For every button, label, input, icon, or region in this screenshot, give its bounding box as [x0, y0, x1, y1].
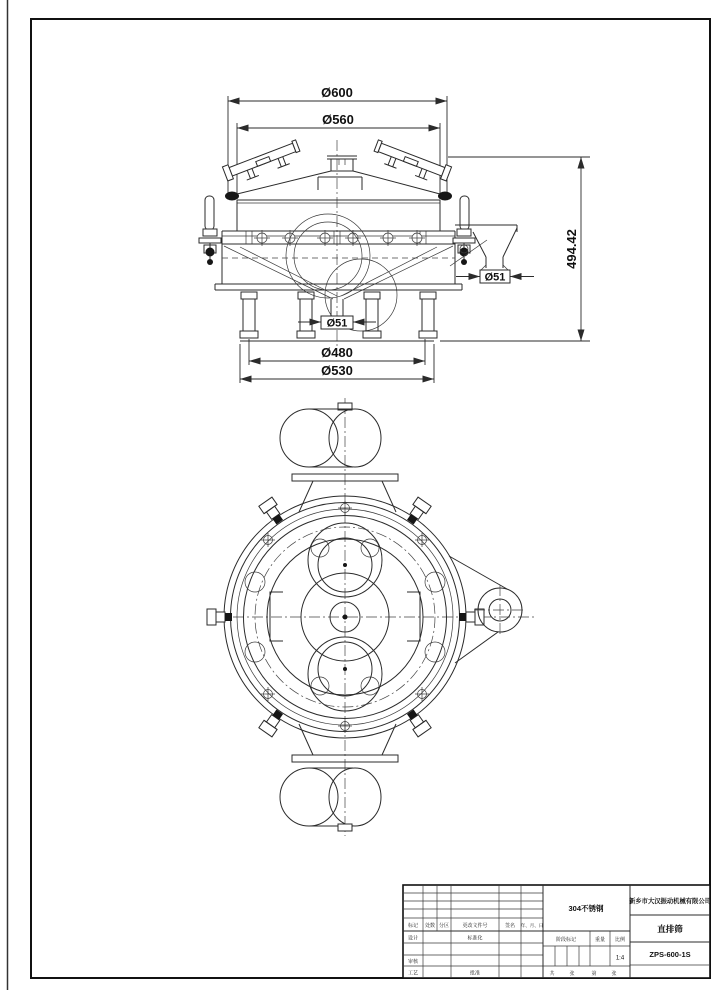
dim-top-outer: Ø600: [321, 85, 353, 100]
tb-label-check: 审核: [407, 959, 419, 965]
dim-top-inner: Ø560: [322, 112, 354, 127]
tb-label-sign: 签名: [504, 923, 516, 929]
tb-drawing-number: ZPS-600-1S: [649, 950, 691, 959]
left-toggle-clamp: [199, 196, 221, 265]
tb-label-mark: 标记: [407, 923, 419, 929]
tb-company: 新乡市大汉振动机械有限公司: [629, 898, 711, 905]
dim-bottom-outlet: Ø51: [326, 317, 348, 330]
left-inlet-spout: [222, 139, 302, 187]
tb-label-places: 处数: [424, 923, 436, 929]
tb-label-sheet-total: 共: [549, 971, 555, 977]
page-frame: [8, 0, 711, 990]
tb-material: 304不锈钢: [568, 904, 604, 913]
tb-label-sheet-no: 第: [591, 971, 597, 977]
tb-label-approve: 批准: [469, 970, 481, 977]
tb-label-date: 年、月、日: [520, 923, 544, 928]
dim-side-outlet: Ø51: [484, 271, 506, 284]
tb-label-design: 设计: [407, 935, 419, 942]
front-view: [199, 85, 590, 383]
plan-side-outlet: [449, 556, 526, 663]
plan-bottom-motor: [280, 724, 398, 831]
title-block: [403, 885, 711, 978]
tb-label-sheet-unit2: 张: [611, 971, 617, 977]
dim-base-inner: Ø480: [321, 345, 353, 360]
dim-overall-height: 494.42: [564, 229, 579, 269]
tb-label-change-no: 更改文件号: [462, 923, 488, 929]
front-legs: [240, 292, 437, 338]
tb-label-standardize: 标准化: [467, 935, 483, 942]
tb-scale-value: 1:4: [615, 955, 625, 962]
plan-view: [207, 398, 534, 836]
tb-label-process: 工艺: [407, 970, 419, 977]
tb-label-sheet-unit: 张: [569, 971, 575, 977]
tb-product-name: 直排筛: [657, 924, 683, 934]
tb-label-stage: 阶段标记: [555, 937, 577, 943]
dim-base-outer: Ø530: [321, 363, 353, 378]
tb-label-weight: 重量: [594, 937, 606, 943]
tb-label-zone: 分区: [438, 923, 450, 929]
front-dimensions: [228, 85, 590, 383]
right-toggle-clamp: [453, 196, 475, 265]
tb-label-scale: 比例: [614, 937, 626, 943]
